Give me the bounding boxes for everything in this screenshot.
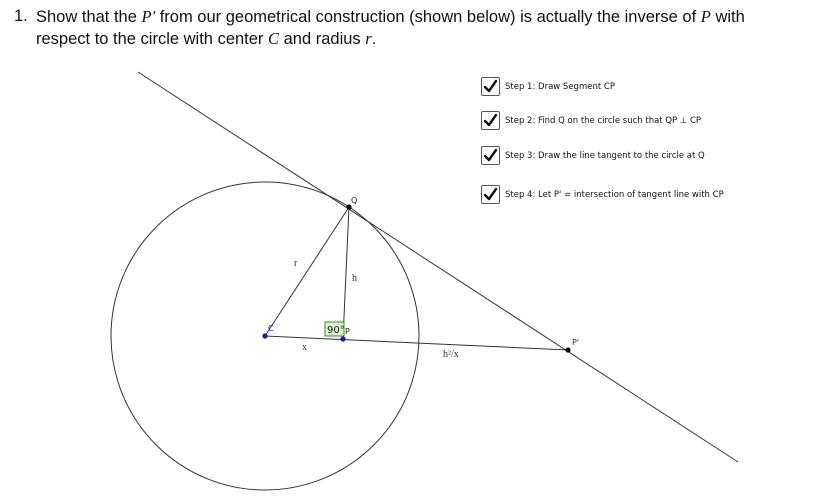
point-p-label: P: [345, 327, 350, 336]
step-3[interactable]: [481, 146, 801, 165]
height-label: h: [352, 273, 357, 284]
step-3-label: Step 3: Draw the line tangent to the circle at Q: [505, 150, 705, 161]
step-1[interactable]: [481, 77, 801, 96]
step-2-checkbox[interactable]: [481, 111, 500, 130]
point-p-prime: [565, 347, 570, 352]
question-number: 1.: [14, 7, 28, 25]
step-1-checkbox[interactable]: [481, 77, 500, 96]
point-p-prime-label: P': [572, 338, 580, 347]
x-label: x: [302, 342, 307, 353]
point-c-label: C: [268, 324, 274, 333]
tangent-line: [138, 72, 738, 462]
check-icon: [483, 79, 498, 94]
point-p: [340, 336, 345, 341]
radius-symbol: r: [365, 29, 372, 48]
check-icon: [483, 148, 498, 163]
question-text-1a: Show that the: [36, 8, 142, 26]
question-text-1b: from our geometrical construction (shown below) is actually the inverse of: [155, 8, 701, 26]
check-icon: [483, 113, 498, 128]
step-4-checkbox[interactable]: [481, 185, 500, 204]
question-text-2b: and radius: [279, 30, 366, 48]
p-prime-symbol: P': [141, 7, 156, 26]
segment-cp-prime: [265, 336, 568, 350]
p-symbol: P: [700, 7, 711, 26]
point-q-label: Q: [351, 196, 358, 205]
radius-segment-cq: [265, 207, 349, 336]
question-text-2a: respect to the circle with center: [36, 30, 269, 48]
check-icon: [483, 187, 498, 202]
question-text-2c: .: [371, 30, 377, 48]
question-text-1c: with: [710, 8, 745, 26]
point-c: [262, 333, 267, 338]
segment-qp: [343, 207, 349, 339]
step-3-checkbox[interactable]: [481, 146, 500, 165]
step-2[interactable]: [481, 111, 801, 130]
point-q: [346, 204, 351, 209]
radius-label: r: [294, 258, 298, 269]
step-1-label: Step 1: Draw Segment CP: [505, 81, 615, 92]
h-squared-over-x-label: h²/x: [443, 349, 459, 360]
step-2-label: Step 2: Find Q on the circle such that QP ⊥ CP: [505, 115, 702, 126]
step-4[interactable]: [481, 185, 801, 204]
right-angle-label: 90°: [327, 325, 345, 336]
center-symbol: C: [268, 29, 280, 48]
step-4-label: Step 4: Let P' = intersection of tangent line with CP: [505, 189, 724, 200]
